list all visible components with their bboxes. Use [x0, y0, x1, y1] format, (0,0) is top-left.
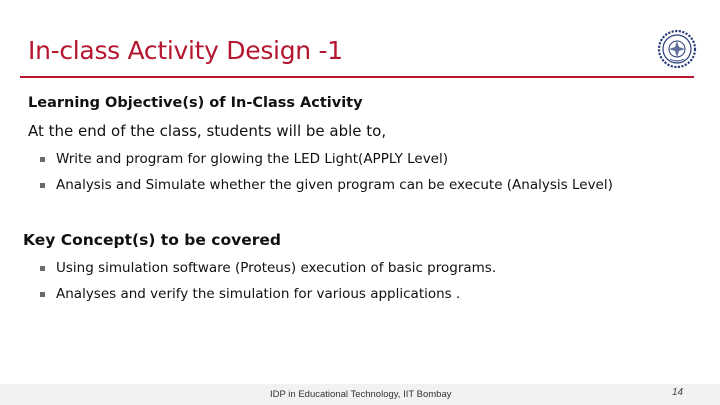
concepts-heading: Key Concept(s) to be covered: [23, 231, 281, 249]
page-number: 14: [672, 387, 684, 398]
slide-title: In-class Activity Design -1: [28, 36, 343, 65]
bullet-icon: [40, 183, 45, 188]
concept-text: Analyses and verify the simulation for various applications .: [56, 286, 461, 302]
bullet-icon: [40, 266, 45, 271]
objective-text: Analysis and Simulate whether the given program can be execute (Analysis Level): [56, 177, 613, 193]
iit-bombay-emblem-icon: [657, 29, 697, 69]
list-item: [40, 151, 448, 167]
objective-text: Write and program for glowing the LED Light(APPLY Level): [56, 151, 449, 167]
bullet-icon: [40, 157, 45, 162]
title-divider: [20, 76, 694, 78]
objectives-intro: At the end of the class, students will be able to,: [28, 122, 387, 140]
footer-text: IDP in Educational Technology, IIT Bombay: [270, 389, 452, 400]
list-item: [40, 260, 496, 276]
list-item: [40, 177, 613, 193]
bullet-icon: [40, 292, 45, 297]
list-item: [40, 286, 460, 302]
objectives-heading: Learning Objective(s) of In-Class Activity: [28, 95, 363, 111]
concept-text: Using simulation software (Proteus) execution of basic programs.: [56, 260, 497, 276]
